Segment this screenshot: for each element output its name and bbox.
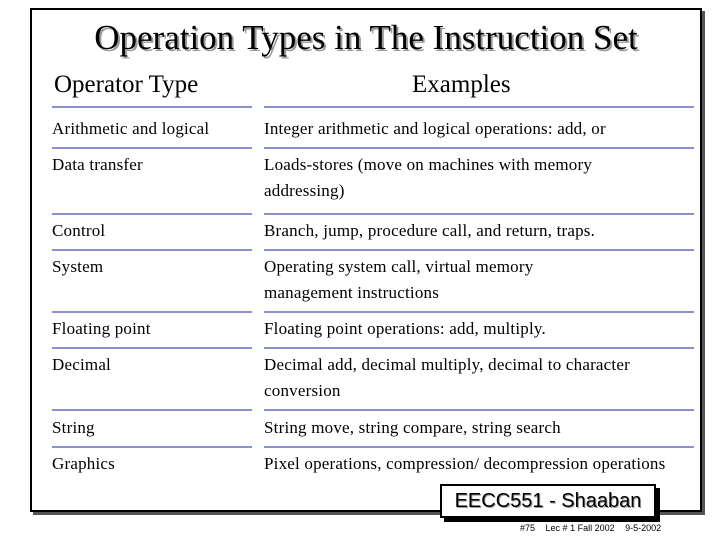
- header-rule-left: [52, 106, 252, 108]
- row-type-arithmetic: Arithmetic and logical: [52, 119, 210, 138]
- course-badge: EECC551 - Shaaban: [440, 484, 656, 518]
- row-type-string: String: [52, 418, 95, 437]
- slide-title: Operation Types in The Instruction Set: [94, 18, 638, 57]
- row-type-control: Control: [52, 221, 106, 240]
- row-rule-right: [264, 347, 694, 349]
- lecture-label: Lec # 1 Fall 2002: [545, 523, 615, 533]
- row-rule-right: [264, 213, 694, 215]
- row-type-system: System: [52, 257, 104, 276]
- slide-footer: [520, 523, 669, 533]
- row-type-graphics: Graphics: [52, 454, 115, 473]
- row-example-graphics: Pixel operations, compression/ decompression operations: [264, 454, 666, 473]
- row-rule-left: [52, 347, 252, 349]
- row-rule-left: [52, 311, 252, 313]
- row-example-arithmetic: Integer arithmetic and logical operations: add, or: [264, 119, 606, 138]
- row-rule-left: [52, 409, 252, 411]
- row-type-floating-point: Floating point: [52, 319, 151, 338]
- row-rule-right: [264, 249, 694, 251]
- row-rule-left: [52, 446, 252, 448]
- slide-frame: [30, 8, 702, 512]
- row-rule-right: [264, 409, 694, 411]
- row-example-floating-point: Floating point operations: add, multiply.: [264, 319, 546, 338]
- header-examples: Examples: [412, 71, 511, 98]
- slide-number: #75: [520, 523, 536, 533]
- row-example-string: String move, string compare, string search: [264, 418, 561, 437]
- row-example-decimal: Decimal add, decimal multiply, decimal to character conversion: [264, 355, 630, 400]
- slide-date: 9-5-2002: [625, 523, 662, 533]
- row-rule-right: [264, 147, 694, 149]
- row-rule-left: [52, 147, 252, 149]
- row-type-data-transfer: Data transfer: [52, 155, 143, 174]
- row-rule-right: [264, 446, 694, 448]
- header-rule-right: [264, 106, 694, 108]
- header-operator-type: Operator Type: [54, 71, 199, 98]
- row-rule-right: [264, 311, 694, 313]
- row-rule-left: [52, 249, 252, 251]
- row-example-control: Branch, jump, procedure call, and return, traps.: [264, 221, 596, 240]
- row-rule-left: [52, 213, 252, 215]
- row-example-system: Operating system call, virtual memory management instructions: [264, 257, 534, 302]
- row-example-data-transfer: Loads-stores (move on machines with memory addressing): [264, 155, 593, 200]
- row-type-decimal: Decimal: [52, 355, 111, 374]
